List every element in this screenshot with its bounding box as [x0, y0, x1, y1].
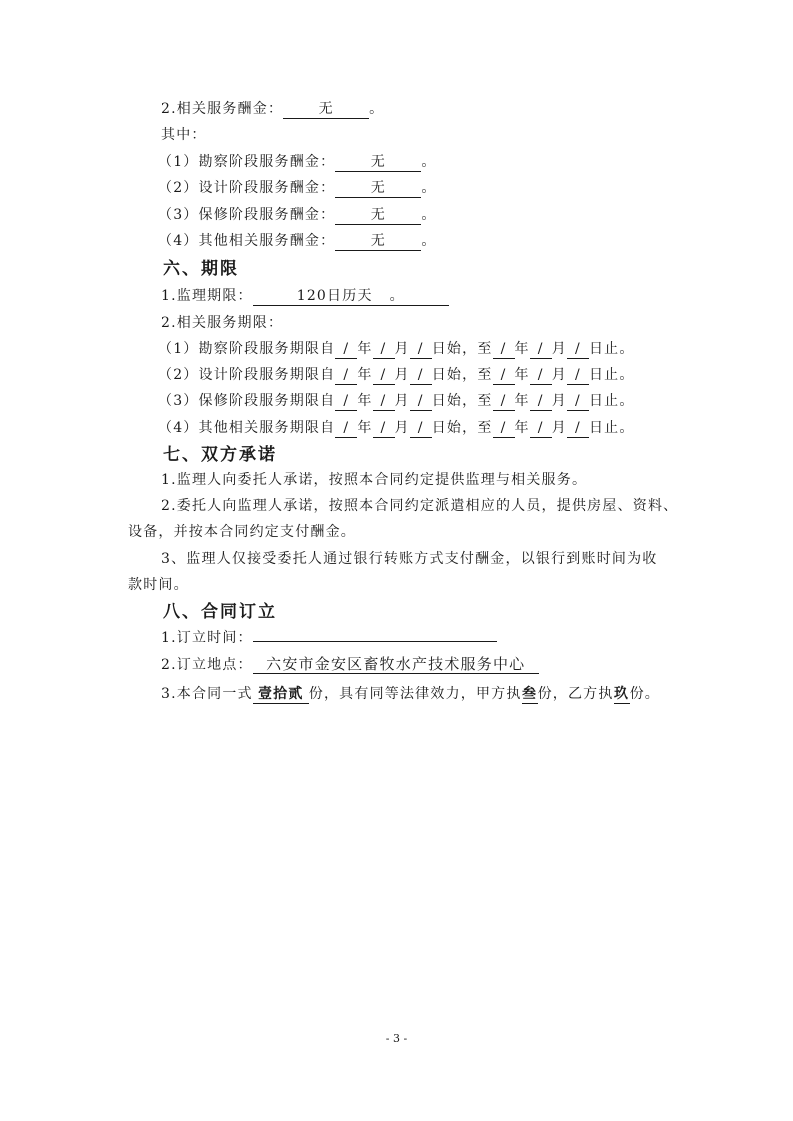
signing-place-line: 2.订立地点： 六安市金安区畜牧水产技术服务中心 — [161, 655, 539, 675]
fee-value: 无 — [335, 207, 421, 225]
period-row: （1）勘察阶段服务期限自 / 年 / 月 / 日始，至 / 年 / 月 / 日止。 — [158, 341, 635, 357]
fee-value: 无 — [335, 233, 421, 251]
signing-place-value: 六安市金安区畜牧水产技术服务中心 — [253, 656, 539, 674]
page-number: - 3 - — [385, 1032, 408, 1045]
signing-time-line: 1.订立时间： — [161, 628, 497, 648]
related-period-label: 2.相关服务期限： — [161, 315, 284, 331]
commitment-3-line1: 3、监理人仅接受委托人通过银行转账方式支付酬金，以银行到账时间为收 — [161, 551, 658, 567]
supervision-period-line: 1.监理期限： 120日历天 。 — [161, 286, 449, 306]
copies-line: 3.本合同一式 壹拾贰 份，具有同等法律效力，甲方执叁份，乙方执玖份。 — [161, 686, 660, 702]
related-fee-line: 2.相关服务酬金： 无 。 — [161, 101, 385, 117]
fee-item: （4）其他相关服务酬金： 无 。 — [158, 233, 437, 249]
copies-total: 壹拾贰 — [253, 686, 309, 704]
fee-item: （2）设计阶段服务酬金： 无 。 — [158, 180, 437, 196]
fee-value: 无 — [335, 180, 421, 198]
signing-heading: 八、合同订立 — [163, 602, 277, 622]
commitment-2-line1: 2.委托人向监理人承诺，按照本合同约定派遣相应的人员，提供房屋、资料、 — [161, 498, 679, 514]
copies-party-a: 叁 — [521, 686, 538, 702]
commitment-3-line2: 款时间。 — [128, 577, 189, 593]
period-row: （4）其他相关服务期限自 / 年 / 月 / 日始，至 / 年 / 月 / 日止。 — [158, 420, 635, 436]
supervision-period-value: 120日历天 。 — [253, 288, 449, 306]
fee-item: （1）勘察阶段服务酬金： 无 。 — [158, 154, 437, 170]
among-label: 其中： — [161, 127, 207, 143]
commitment-1: 1.监理人向委托人承诺，按照本合同约定提供监理与相关服务。 — [161, 472, 588, 488]
related-fee-value: 无 — [283, 101, 369, 119]
commitments-heading: 七、双方承诺 — [163, 445, 277, 465]
fee-item: （3）保修阶段服务酬金： 无 。 — [158, 207, 437, 223]
signing-time-value — [253, 641, 497, 642]
copies-party-b: 玖 — [613, 686, 630, 702]
fee-value: 无 — [335, 154, 421, 172]
period-row: （3）保修阶段服务期限自 / 年 / 月 / 日始，至 / 年 / 月 / 日止。 — [158, 393, 635, 409]
period-row: （2）设计阶段服务期限自 / 年 / 月 / 日始，至 / 年 / 月 / 日止。 — [158, 367, 635, 383]
commitment-2-line2: 设备，并按本合同约定支付酬金。 — [128, 524, 356, 540]
term-heading: 六、期限 — [163, 259, 239, 279]
